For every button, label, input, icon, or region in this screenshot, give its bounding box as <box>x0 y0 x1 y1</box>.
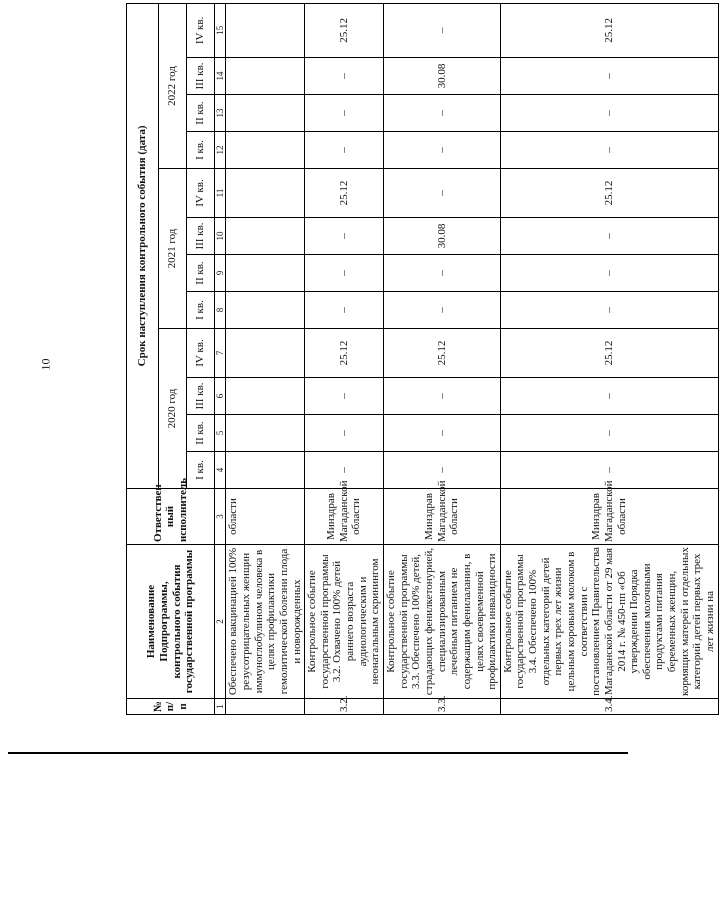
row-responsible: Минздрав Магаданской области <box>500 489 718 545</box>
column-number: 3 <box>215 489 226 545</box>
row-cell: – <box>500 218 718 255</box>
row-cell: – <box>305 58 384 95</box>
row-cell: – <box>384 292 501 329</box>
table-row <box>305 3 384 714</box>
header-no: № п/п <box>127 699 215 715</box>
row-cell: – <box>384 169 501 218</box>
row-responsible: области <box>226 489 305 545</box>
row-cell: – <box>305 452 384 489</box>
header-year-2020: 2020 год <box>159 329 187 489</box>
header-quarter: III кв. <box>187 378 215 415</box>
column-number: 2 <box>215 545 226 699</box>
control-events-table <box>126 3 719 715</box>
column-number: 6 <box>215 378 226 415</box>
row-cell: 25.12 <box>384 329 501 378</box>
header-quarter: I кв. <box>187 132 215 169</box>
row-cell: – <box>384 255 501 292</box>
column-number: 1 <box>215 699 226 715</box>
column-number: 9 <box>215 255 226 292</box>
row-cell: – <box>384 452 501 489</box>
header-quarter: II кв. <box>187 255 215 292</box>
column-number: 8 <box>215 292 226 329</box>
header-name: Наименование Подпрограммы, контрольного события государственной программы <box>127 545 215 699</box>
row-cell: – <box>500 292 718 329</box>
header-term: Срок наступления контрольного события (дата) <box>127 3 159 488</box>
page-number: 10 <box>38 358 53 371</box>
row-cell <box>226 329 305 378</box>
row-cell: – <box>384 95 501 132</box>
header-quarter: III кв. <box>187 58 215 95</box>
row-cell <box>226 415 305 452</box>
header-year-2021: 2021 год <box>159 169 187 329</box>
row-cell: – <box>384 415 501 452</box>
column-number: 15 <box>215 3 226 57</box>
column-number-row <box>215 3 226 714</box>
row-cell: – <box>500 378 718 415</box>
header-quarter: I кв. <box>187 452 215 489</box>
row-cell: – <box>500 58 718 95</box>
row-cell <box>226 255 305 292</box>
row-cell: – <box>500 95 718 132</box>
header-quarter: IV кв. <box>187 329 215 378</box>
row-cell: – <box>305 95 384 132</box>
row-cell: 25.12 <box>305 3 384 57</box>
row-cell: – <box>500 452 718 489</box>
header-quarter: III кв. <box>187 218 215 255</box>
row-cell <box>226 218 305 255</box>
row-cell: – <box>384 132 501 169</box>
row-cell: 25.12 <box>305 169 384 218</box>
row-responsible: Минздрав Магаданской области <box>305 489 384 545</box>
row-cell: – <box>500 255 718 292</box>
row-name: Контрольное событие государственной программы 3.2. Охвачено 100% детей раннего возраста аудиологическим и неонатальным скринингом <box>305 545 384 699</box>
column-number: 11 <box>215 169 226 218</box>
page-divider <box>8 752 628 754</box>
header-quarter: II кв. <box>187 95 215 132</box>
row-name: Контрольное событие государственной программы 3.3. Обеспечено 100% детей, страдающих фенилкетонурией, специализированным лечебным питанием не содержащим фенилаланин, в целях своевременной профилактики инвалидности <box>384 545 501 699</box>
row-cell: – <box>305 132 384 169</box>
row-number <box>226 699 305 715</box>
row-cell: 25.12 <box>305 329 384 378</box>
row-cell: – <box>305 415 384 452</box>
header-responsible: Ответствен-ный исполнитель <box>127 489 215 545</box>
table-row <box>500 3 718 714</box>
row-number: 3.3. <box>384 699 501 715</box>
row-cell: 25.12 <box>500 3 718 57</box>
row-cell: 25.12 <box>500 169 718 218</box>
column-number: 12 <box>215 132 226 169</box>
table-row <box>226 3 305 714</box>
header-quarter: IV кв. <box>187 3 215 57</box>
column-number: 7 <box>215 329 226 378</box>
header-year-2022: 2022 год <box>159 3 187 168</box>
row-cell <box>226 452 305 489</box>
row-cell <box>226 169 305 218</box>
column-number: 10 <box>215 218 226 255</box>
row-cell: – <box>500 132 718 169</box>
row-cell: 30.08 <box>384 58 501 95</box>
header-quarter: I кв. <box>187 292 215 329</box>
column-number: 5 <box>215 415 226 452</box>
row-cell <box>226 58 305 95</box>
row-cell <box>226 95 305 132</box>
row-cell <box>226 378 305 415</box>
row-cell: 30.08 <box>384 218 501 255</box>
column-number: 14 <box>215 58 226 95</box>
table-row <box>384 3 501 714</box>
row-number: 3.2. <box>305 699 384 715</box>
row-cell: – <box>384 378 501 415</box>
column-number: 4 <box>215 452 226 489</box>
header-quarter: II кв. <box>187 415 215 452</box>
rotated-table-container <box>126 3 717 715</box>
row-cell: 25.12 <box>500 329 718 378</box>
row-cell: – <box>305 292 384 329</box>
row-name: Контрольное событие государственной программы 3.4. Обеспечено 100% отдельных категорий детей первых трех лет жизни цельным коровьим молоком в соответствии с постановлением Правительства Магаданской области от 29 мая 2014 г. № 450-пп «Об утверждении Порядка обеспечения молочными продуктами питания беременных женщин, кормящих матерей и отдельных категорий детей первых трех лет жизни на <box>500 545 718 699</box>
row-cell: – <box>305 255 384 292</box>
row-cell <box>226 3 305 57</box>
column-number: 13 <box>215 95 226 132</box>
row-cell: – <box>305 218 384 255</box>
row-responsible: Минздрав Магаданской области <box>384 489 501 545</box>
header-quarter: IV кв. <box>187 169 215 218</box>
row-cell: – <box>500 415 718 452</box>
row-cell: – <box>384 3 501 57</box>
row-name: Обеспечено вакцинацией 100% резусотрицательных женщин иммуноглобулином человека в целях профилактики гемолитической болезни плода и новорожденных <box>226 545 305 699</box>
row-number: 3.4. <box>500 699 718 715</box>
row-cell <box>226 292 305 329</box>
row-cell: – <box>305 378 384 415</box>
row-cell <box>226 132 305 169</box>
